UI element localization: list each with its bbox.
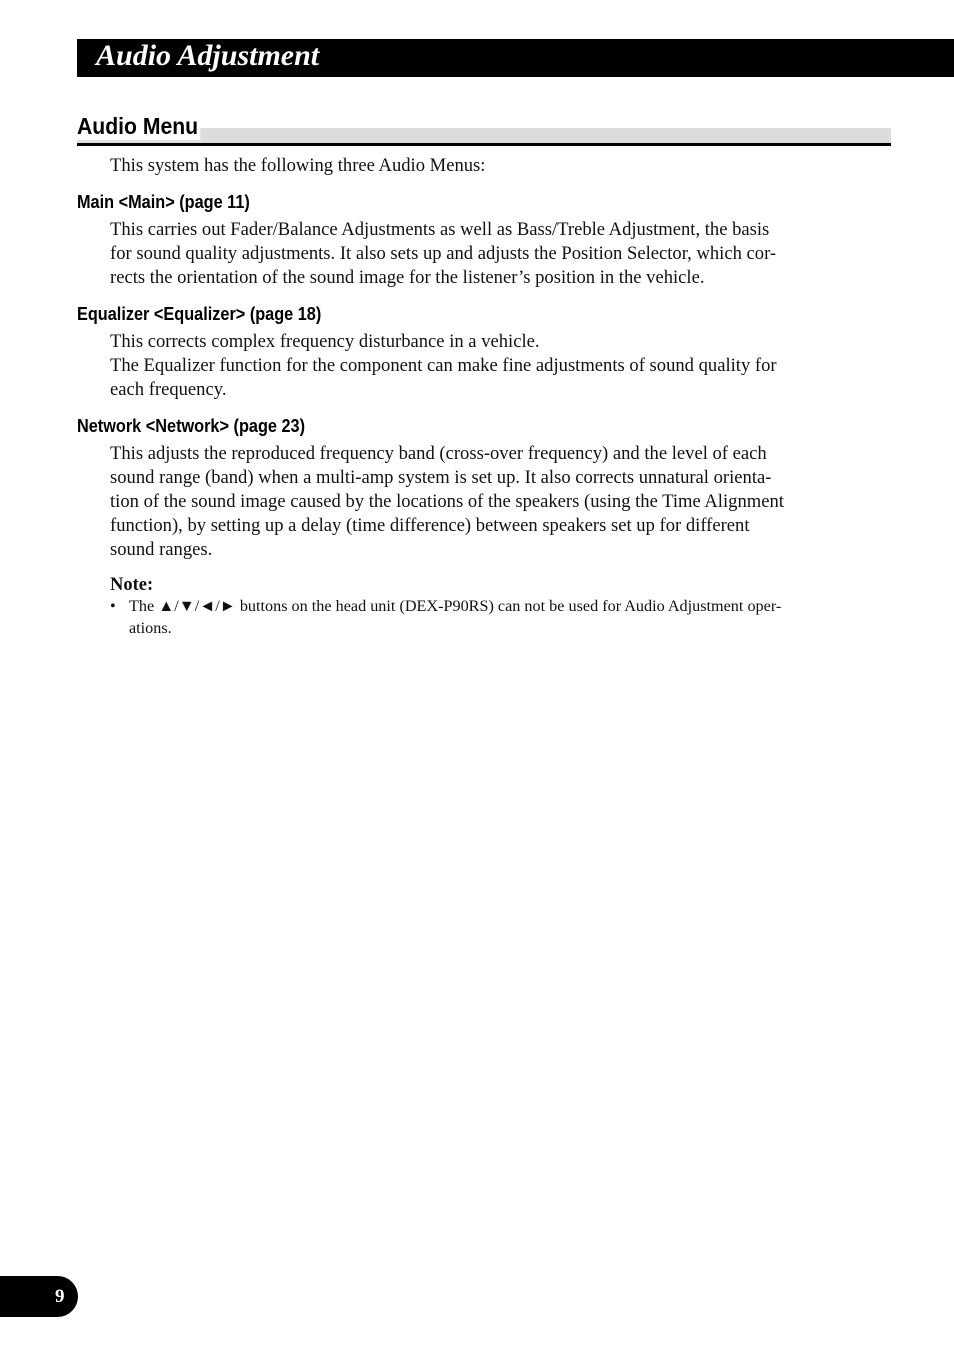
- note-bullet: •: [110, 597, 116, 615]
- section-heading-rule: [77, 143, 891, 146]
- network-menu-line-3: tion of the sound image caused by the locations of the speakers (using the Time Alignment: [110, 491, 784, 512]
- network-menu-line-1: This adjusts the reproduced frequency band (cross-over frequency) and the level of each: [110, 443, 767, 464]
- equalizer-menu-description: [110, 330, 862, 402]
- main-menu-line-3: rects the orientation of the sound image for the listener’s position in the vehicle.: [110, 267, 705, 288]
- main-menu-line-2: for sound quality adjustments. It also sets up and adjusts the Position Selector, which cor-: [110, 243, 777, 264]
- note-line-1: The ▲/▼/◄/► buttons on the head unit (DEX-P90RS) can not be used for Audio Adjustment oper-: [129, 597, 782, 615]
- equalizer-menu-heading: Equalizer <Equalizer> (page 18): [77, 303, 322, 324]
- intro-text: This system has the following three Audio Menus:: [110, 155, 486, 176]
- network-menu-line-5: sound ranges.: [110, 539, 213, 560]
- page-number: 9: [55, 1286, 65, 1307]
- equalizer-menu-line-3: each frequency.: [110, 379, 227, 400]
- intro-paragraph: [110, 154, 862, 178]
- note-line-2: ations.: [129, 619, 172, 637]
- network-menu-line-2: sound range (band) when a multi-amp system is set up. It also corrects unnatural orienta-: [110, 467, 772, 488]
- network-menu-description: [110, 442, 862, 562]
- main-menu-heading: Main <Main> (page 11): [77, 191, 250, 212]
- network-menu-line-4: function), by setting up a delay (time difference) between speakers set up for different: [110, 515, 750, 536]
- section-heading: [77, 110, 891, 148]
- page-number-badge: [0, 1276, 78, 1317]
- section-title: Audio Menu: [77, 113, 199, 139]
- note-heading: Note:: [110, 575, 154, 595]
- equalizer-menu-line-2: The Equalizer function for the component can make fine adjustments of sound quality for: [110, 355, 777, 376]
- note-text: [129, 595, 862, 639]
- chapter-title: Audio Adjustment: [96, 39, 320, 72]
- main-menu-description: [110, 218, 862, 290]
- network-menu-heading: Network <Network> (page 23): [77, 415, 306, 436]
- main-menu-line-1: This carries out Fader/Balance Adjustments as well as Bass/Treble Adjustment, the basis: [110, 219, 770, 240]
- equalizer-menu-line-1: This corrects complex frequency disturbance in a vehicle.: [110, 331, 540, 352]
- chapter-header-bar: [77, 39, 954, 77]
